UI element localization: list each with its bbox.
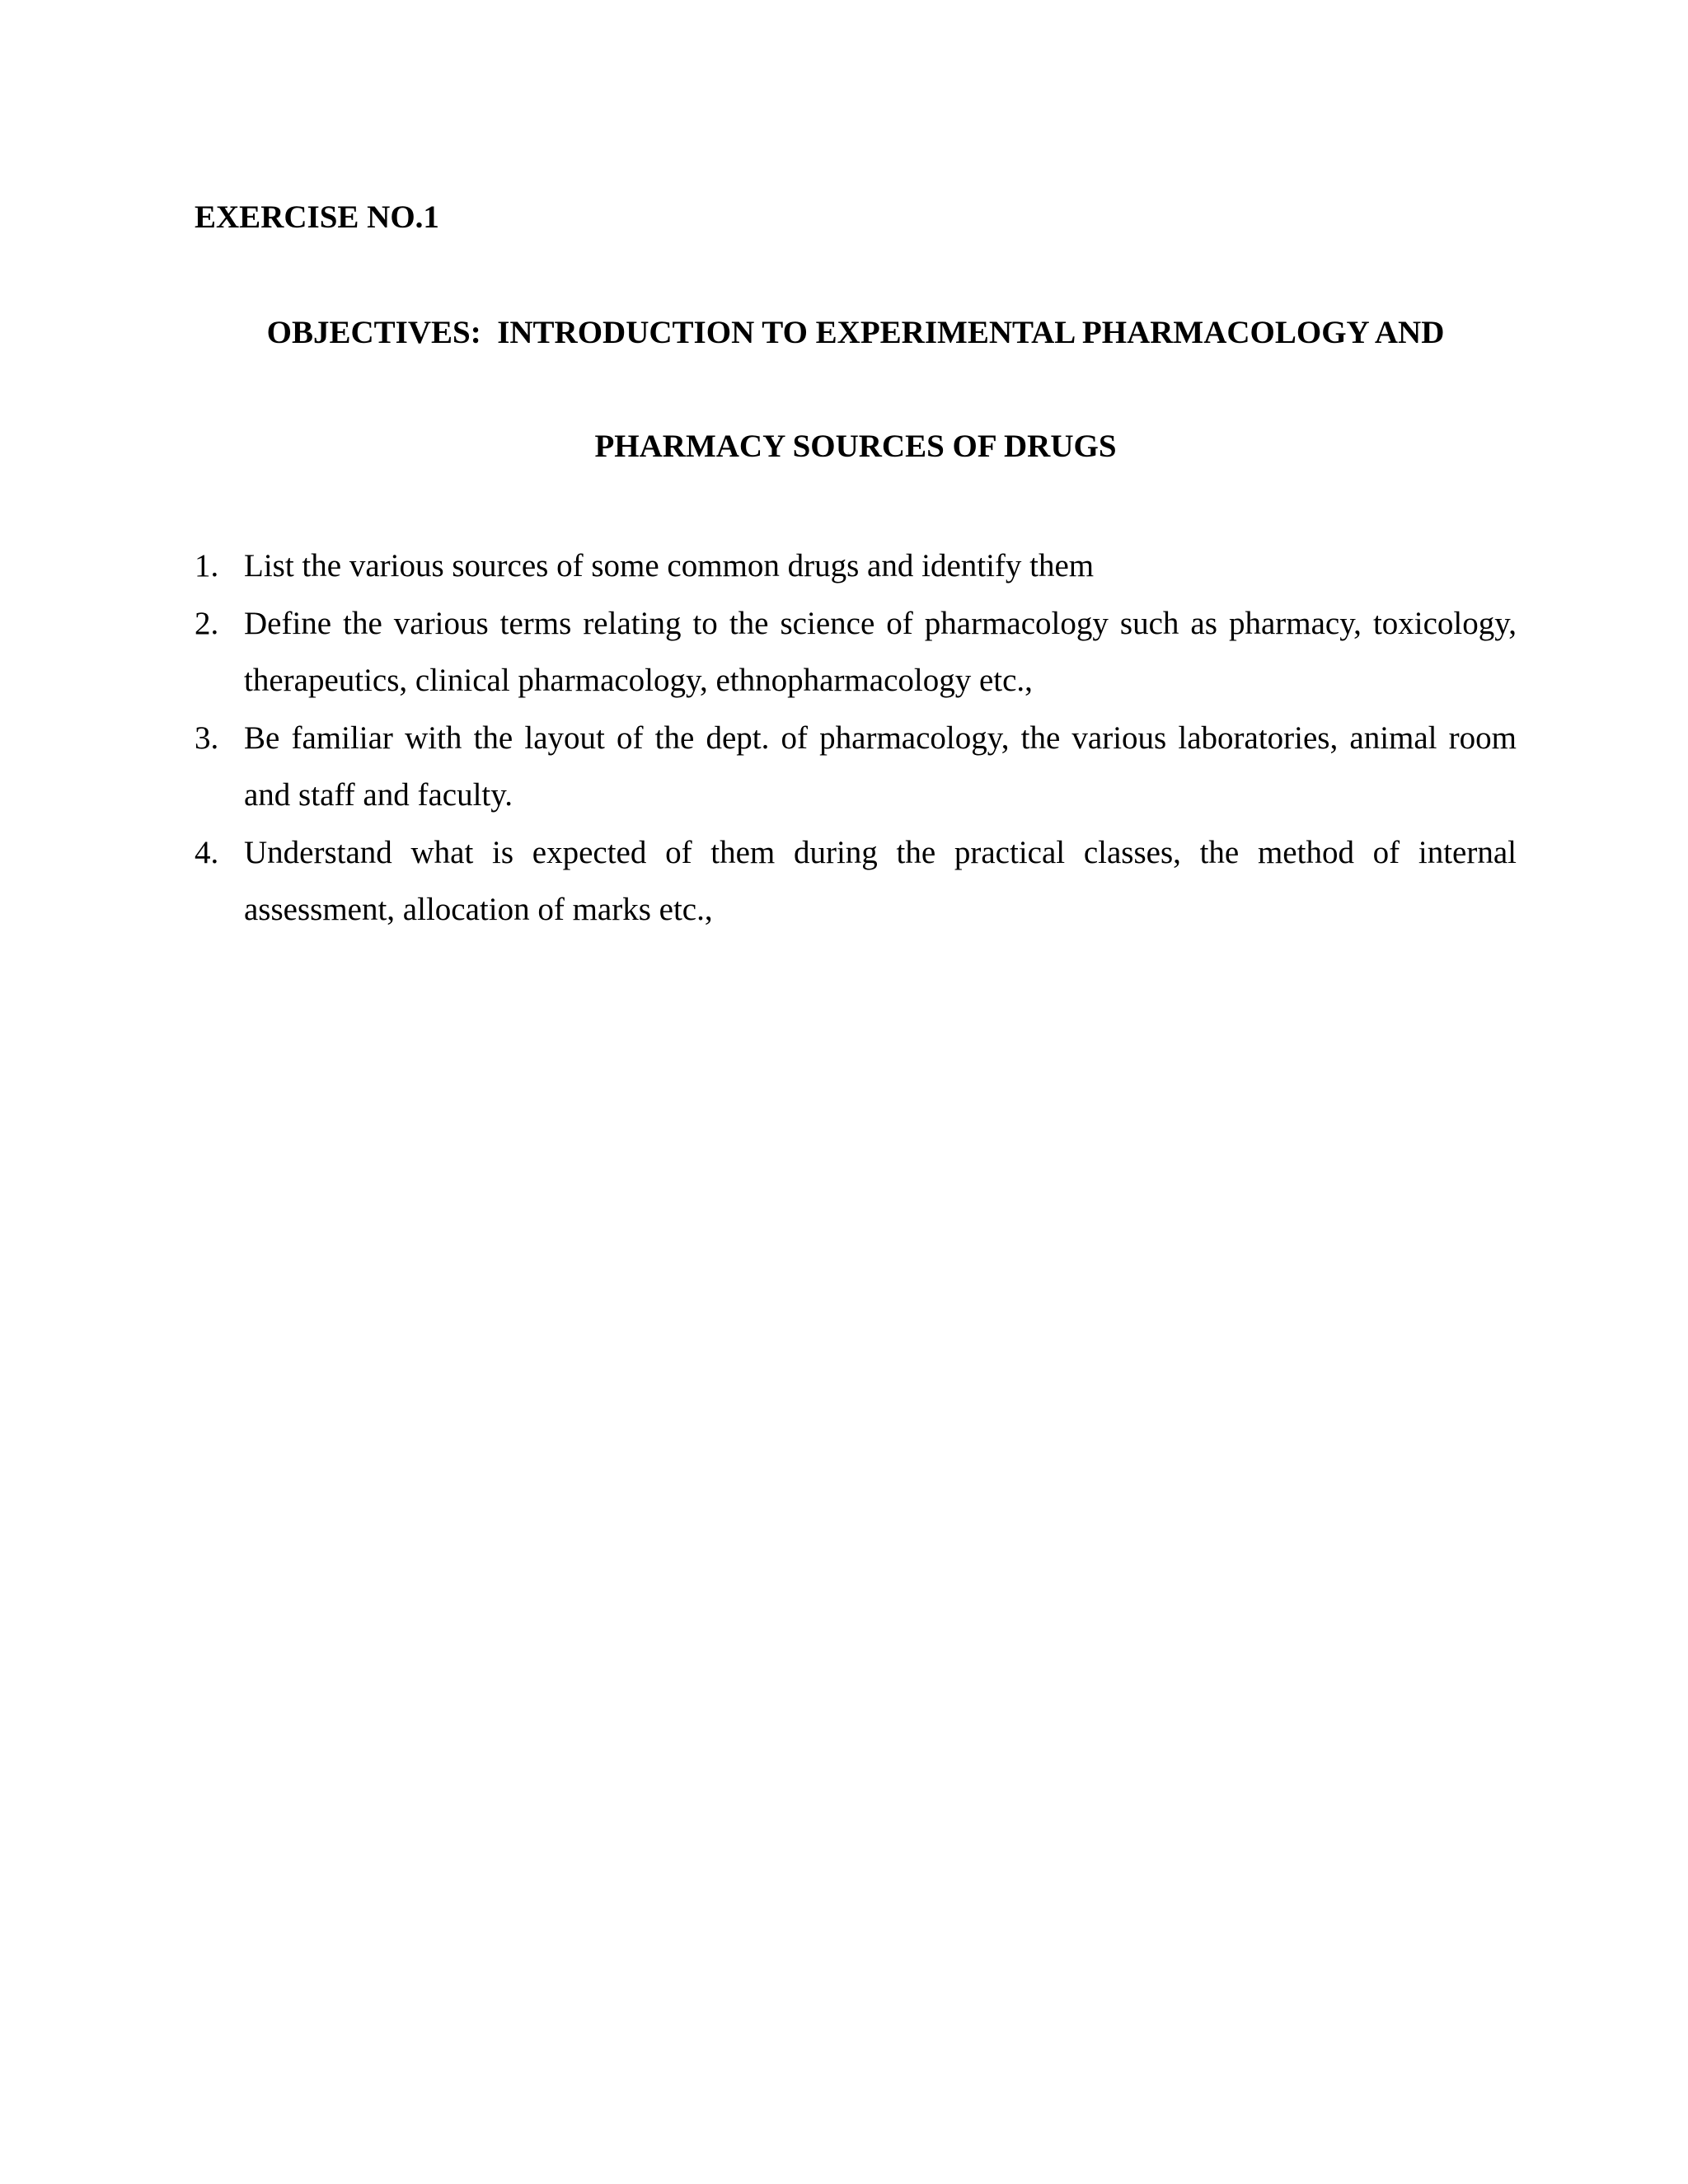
objective-item-1	[195, 537, 1517, 595]
objective-number: 2.	[195, 605, 219, 641]
objectives-title-line-2: PHARMACY SOURCES OF DRUGS	[594, 429, 1117, 464]
exercise-heading: EXERCISE NO.1	[195, 199, 439, 235]
objective-text: Be familiar with the layout of the dept. of pharmacology, the various laboratories, animal room and staff and faculty.	[244, 719, 1517, 813]
objective-number: 4.	[195, 834, 219, 870]
objectives-title-line-1: OBJECTIVES: INTRODUCTION TO EXPERIMENTAL PHARMACOLOGY AND	[266, 315, 1445, 350]
objective-number: 3.	[195, 719, 219, 756]
objective-item-2	[195, 595, 1517, 710]
objective-item-4	[195, 824, 1517, 939]
objective-text: Define the various terms relating to the science of pharmacology such as pharmacy, toxicology, therapeutics, clinical pharmacology, ethnopharmacology etc.,	[244, 605, 1517, 698]
objective-text: Understand what is expected of them during the practical classes, the method of internal assessment, allocation of marks etc.,	[244, 834, 1517, 927]
objectives-list	[195, 537, 1517, 939]
objective-item-3	[195, 710, 1517, 824]
objective-number: 1.	[195, 548, 219, 583]
objective-text: List the various sources of some common drugs and identify them	[244, 548, 1095, 583]
